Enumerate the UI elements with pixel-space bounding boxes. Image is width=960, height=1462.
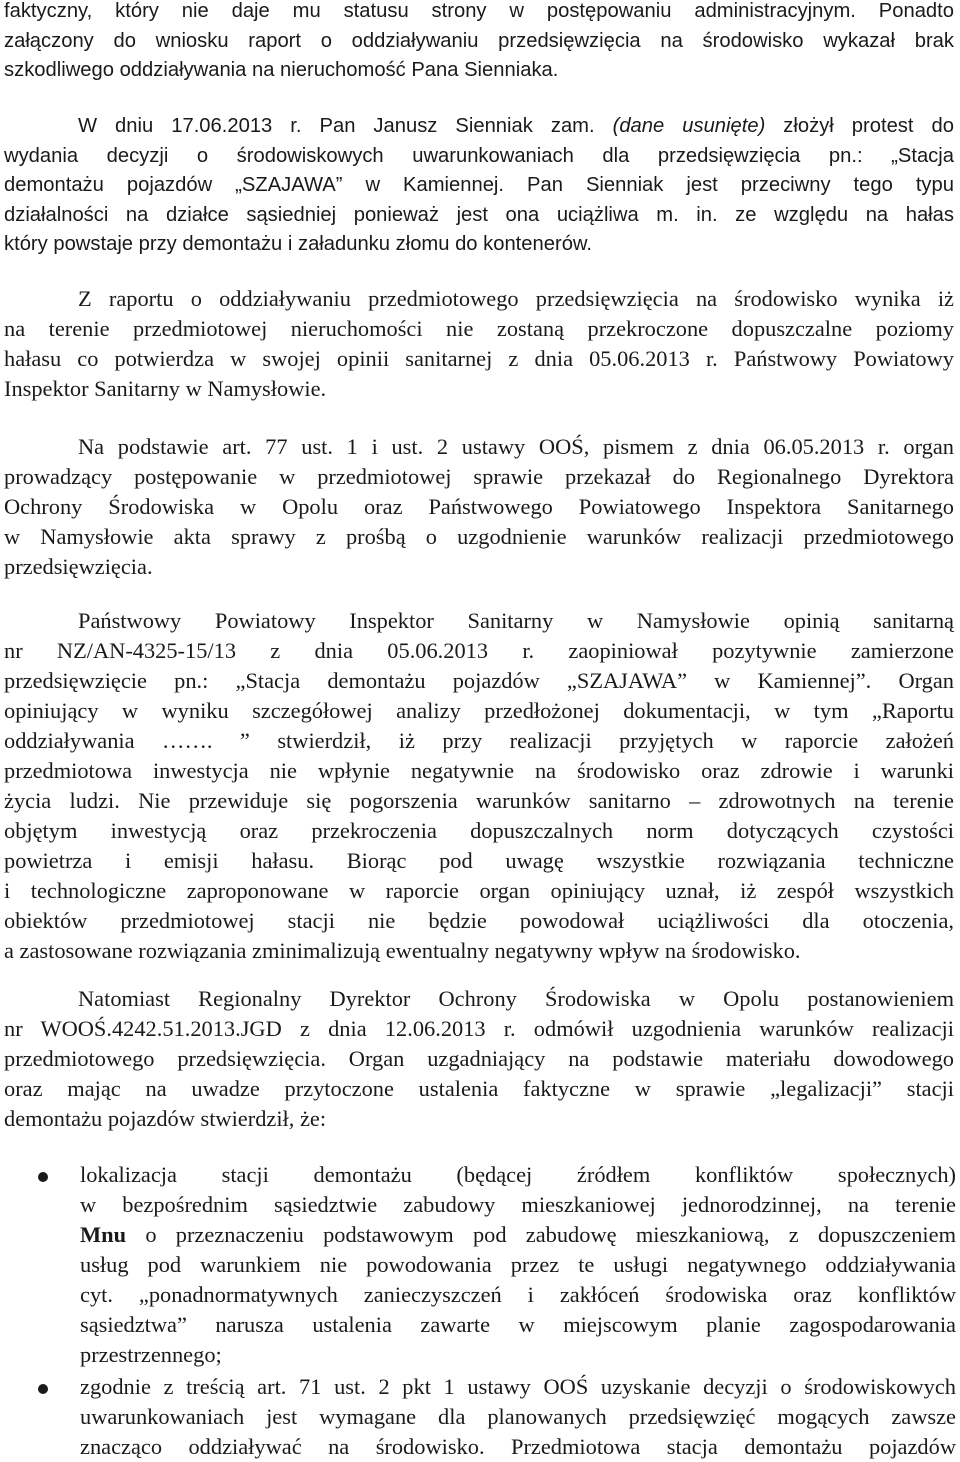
text-line: demontażu pojazdów stwierdził, że:: [4, 1106, 327, 1131]
text-line: przestrzennego;: [80, 1342, 222, 1367]
text-line: na terenie przedmiotowej nieruchomości nie zostaną przekroczone dopuszczalne poziomy: [4, 316, 954, 341]
text-line: przedmiotowego przedsięwzięcia. Organ uzgadniający na podstawie materiału dowodowego: [4, 1046, 954, 1071]
text-line: który powstaje przy demontażu i załadunku złomu do kontenerów.: [4, 233, 592, 255]
text-line: Z raportu o oddziaływaniu przedmiotowego przedsięwzięcia na środowisko wynika iż: [78, 286, 954, 311]
text-line: Na podstawie art. 77 ust. 1 i ust. 2 ustawy OOŚ, pismem z dnia 06.05.2013 r. organ: [78, 434, 954, 459]
text-line: [80, 1220, 956, 1250]
bullet-icon: [38, 1172, 48, 1182]
text-line: objętym inwestycją oraz przekroczenia dopuszczalnych norm dotyczących czystości: [4, 818, 954, 843]
text-line: prowadzący postępowanie w przedmiotowej sprawie przekazał do Regionalnego Dyrektora: [4, 464, 954, 489]
text-line: Państwowy Powiatowy Inspektor Sanitarny w Namysłowie opinią sanitarną: [78, 608, 954, 633]
text-line: wydania decyzji o środowiskowych uwarunkowaniach dla przedsięwzięcia pn.: „Stacja: [4, 144, 954, 167]
redacted-data-note: (dane usunięte): [612, 115, 766, 137]
text-line: oraz mając na uwadze przytoczone ustalenia faktyczne w sprawie „legalizacji” stacji: [4, 1076, 954, 1101]
text-line: w Namysłowie akta sprawy z prośbą o uzgodnienie warunków realizacji przedmiotowego: [4, 524, 954, 549]
paragraph-4: [4, 432, 954, 582]
text-line: faktyczny, który nie daje mu statusu strony w postępowaniu administracyjnym. Ponadto: [4, 0, 954, 22]
text-line: a zastosowane rozwiązania zminimalizują ewentualny negatywny wpływ na środowisko.: [4, 938, 801, 963]
text-line: opiniujący w wyniku szczegółowej analizy przedłożonej dokumentacji, w tym „Raportu: [4, 698, 954, 723]
text-span: złożył protest do: [765, 115, 954, 137]
text-line: zgodnie z treścią art. 71 ust. 2 pkt 1 ustawy OOŚ uzyskanie decyzji o środowiskowych: [80, 1374, 956, 1399]
text-line: Ochrony Środowiska w Opolu oraz Państwowego Powiatowego Inspektora Sanitarnego: [4, 494, 954, 519]
paragraph-6: [4, 984, 954, 1134]
list-item: [4, 1372, 956, 1462]
paragraph-5: [4, 606, 954, 966]
text-line: sąsiedztwa” narusza ustalenia zawarte w miejscowym planie zagospodarowania: [80, 1312, 956, 1337]
bullet-list: [4, 1160, 956, 1462]
text-line: w bezpośrednim sąsiedztwie zabudowy mieszkaniowej jednorodzinnej, na terenie: [80, 1192, 956, 1217]
text-line: przedmiotowa inwestycja nie wpłynie negatywnie na środowisko oraz zdrowie i warunki: [4, 758, 954, 783]
text-line: Natomiast Regionalny Dyrektor Ochrony Środowiska w Opolu postanowieniem: [78, 986, 954, 1011]
text-line: przedsięwzięcia.: [4, 554, 153, 579]
text-line: [4, 112, 954, 142]
text-line: szkodliwego oddziaływania na nieruchomość Pana Sienniaka.: [4, 59, 559, 81]
text-line: przedsięwzięcie pn.: „Stacja demontażu pojazdów „SZAJAWA” w Kamiennej”. Organ: [4, 668, 954, 693]
text-line: cyt. „ponadnormatywnych zanieczyszczeń i zakłóceń środowiska oraz konfliktów: [80, 1282, 956, 1307]
list-item: [4, 1160, 956, 1370]
bullet-icon: [38, 1384, 48, 1394]
text-line: uwarunkowaniach jest wymagane dla planowanych przedsięwzięć mogących zawsze: [80, 1404, 956, 1429]
text-line: hałasu co potwierdza w swojej opinii sanitarnej z dnia 05.06.2013 r. Państwowy Powiatowy: [4, 346, 954, 371]
text-line: i technologiczne zaproponowane w raporcie organ opiniujący uznał, iż zespół wszystkich: [4, 878, 954, 903]
paragraph-1: [4, 0, 954, 86]
zoning-symbol: Mnu: [80, 1222, 127, 1247]
text-line: powietrza i emisji hałasu. Biorąc pod uwagę wszystkie rozwiązania techniczne: [4, 848, 954, 873]
text-line: życia ludzi. Nie przewiduje się pogorszenia warunków sanitarno – zdrowotnych na terenie: [4, 788, 954, 813]
text-line: znacząco oddziaływać na środowisko. Przedmiotowa stacja demontażu pojazdów: [80, 1434, 956, 1459]
paragraph-2: [4, 112, 954, 260]
text-line: Inspektor Sanitarny w Namysłowie.: [4, 376, 327, 401]
text-line: załączony do wniosku raport o oddziaływaniu przedsięwzięcia na środowisko wykazał brak: [4, 29, 954, 52]
text-line: lokalizacja stacji demontażu (będącej źródłem konfliktów społecznych): [80, 1162, 956, 1187]
text-line: działalności na działce sąsiedniej ponieważ jest ona uciążliwa m. in. ze względu na hałas: [4, 203, 954, 226]
text-line: nr NZ/AN-4325-15/13 z dnia 05.06.2013 r. zaopiniował pozytywnie zamierzone: [4, 638, 954, 663]
text-span: o przeznaczeniu podstawowym pod zabudowę mieszkaniową, z dopuszczeniem: [126, 1222, 956, 1247]
text-line: oddziaływania ……. ” stwierdził, iż przy realizacji przyjętych w raporcie założeń: [4, 728, 954, 753]
text-line: obiektów przedmiotowej stacji nie będzie powodował uciążliwości dla otoczenia,: [4, 908, 954, 933]
text-line: usług pod warunkiem nie powodowania przez te usługi negatywnego oddziaływania: [80, 1252, 956, 1277]
text-line: nr WOOŚ.4242.51.2013.JGD z dnia 12.06.2013 r. odmówił uzgodnienia warunków realizacji: [4, 1016, 954, 1041]
paragraph-3: [4, 284, 954, 404]
text-span: W dniu 17.06.2013 r. Pan Janusz Sienniak zam.: [78, 115, 613, 137]
text-line: demontażu pojazdów „SZAJAWA” w Kamiennej. Pan Sienniak jest przeciwny tego typu: [4, 174, 954, 196]
